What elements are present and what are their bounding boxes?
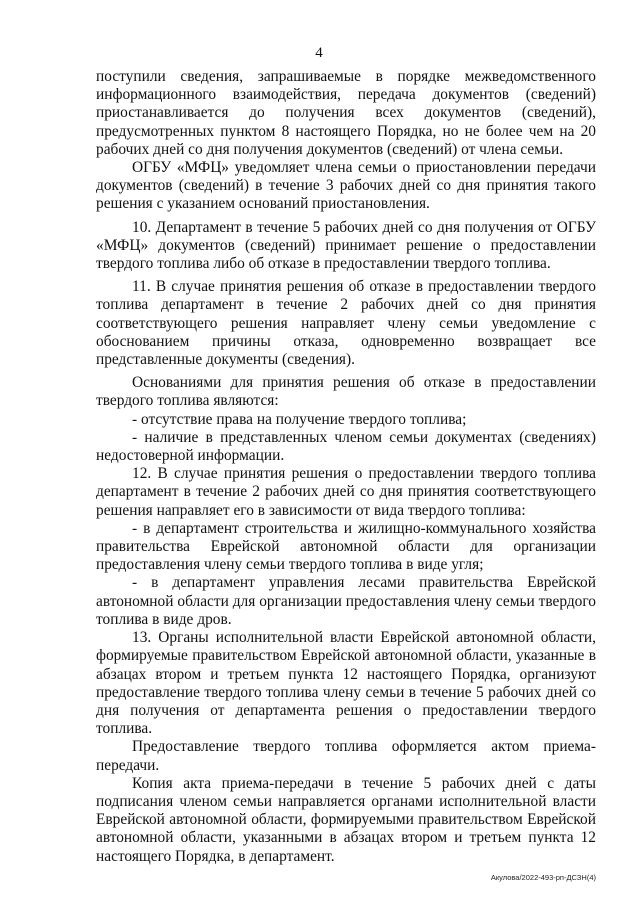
paragraph-item-12: 12. В случае принятия решения о предоставлении твердого топлива департамент в течение 2 рабочих дней со дня принятия соответствующего решения направляет его в зависимости от вида твердого топлива: [96,465,596,519]
list-item-firewood: - в департамент управления лесами правительства Еврейской автономной области для организации предоставления члену семьи твердого топлива в виде дров. [96,574,596,628]
paragraph-continuation: поступили сведения, запрашиваемые в порядке межведомственного информационного взаимодействия, передача документов (сведений) приостанавливается до получения всех документов (сведений), предусмотренных пунктом 8 настоящего Порядка, но не более чем на 20 рабочих дней со дня получения документов (сведений) от члена семьи. [96,68,596,158]
paragraph-act-copy: Копия акта приема-передачи в течение 5 рабочих дней с даты подписания членом семьи направляется органами исполнительной власти Еврейской автономной области, формируемыми правительством Еврейской автономной области, указанными в абзацах втором и третьем пункта 12 настоящего Порядка, в департамент. [96,774,596,865]
list-item-false-info: - наличие в представленных членом семьи документах (сведениях) недостоверной информации. [96,428,596,465]
paragraph-refusal-grounds: Основаниями для принятия решения об отказе в предоставлении твердого топлива являются: [96,374,596,410]
list-item-coal: - в департамент строительства и жилищно-коммунального хозяйства правительства Еврейской автономной области для организации предоставления члену семьи твердого топлива в виде угля; [96,519,596,574]
footer-document-code: Акулова/2022-493-рп-ДСЗН(4) [490,873,596,882]
paragraph-mfc-notification: ОГБУ «МФЦ» уведомляет члена семьи о приостановлении передачи документов (сведений) в течение 3 рабочих дней со дня принятия такого решения с указанием оснований приостановления. [96,159,596,213]
document-body [96,68,596,866]
paragraph-act: Предоставление твердого топлива оформляется актом приема-передачи. [96,738,596,774]
paragraph-item-13: 13. Органы исполнительной власти Еврейской автономной области, формируемые правительством Еврейской автономной области, указанные в абзацах втором и третьем пункта 12 настоящего Порядка, организуют предоставление твердого топлива члену семьи в течение 5 рабочих дней со дня получения от департамента решения о предоставлении твердого топлива. [96,629,596,738]
page-number: 4 [315,45,323,61]
paragraph-item-11: 11. В случае принятия решения об отказе в предоставлении твердого топлива департамент в течение 2 рабочих дней со дня принятия соответствующего решения направляет члену семьи уведомление с обоснованием причины отказа, одновременно возвращает все представленные документы (сведения). [96,278,596,369]
paragraph-item-10: 10. Департамент в течение 5 рабочих дней со дня получения от ОГБУ «МФЦ» документов (сведений) принимает решение о предоставлении твердого топлива либо об отказе в предоставлении твердого топлива. [96,218,596,273]
list-item-no-right: - отсутствие права на получение твердого топлива; [132,410,467,428]
